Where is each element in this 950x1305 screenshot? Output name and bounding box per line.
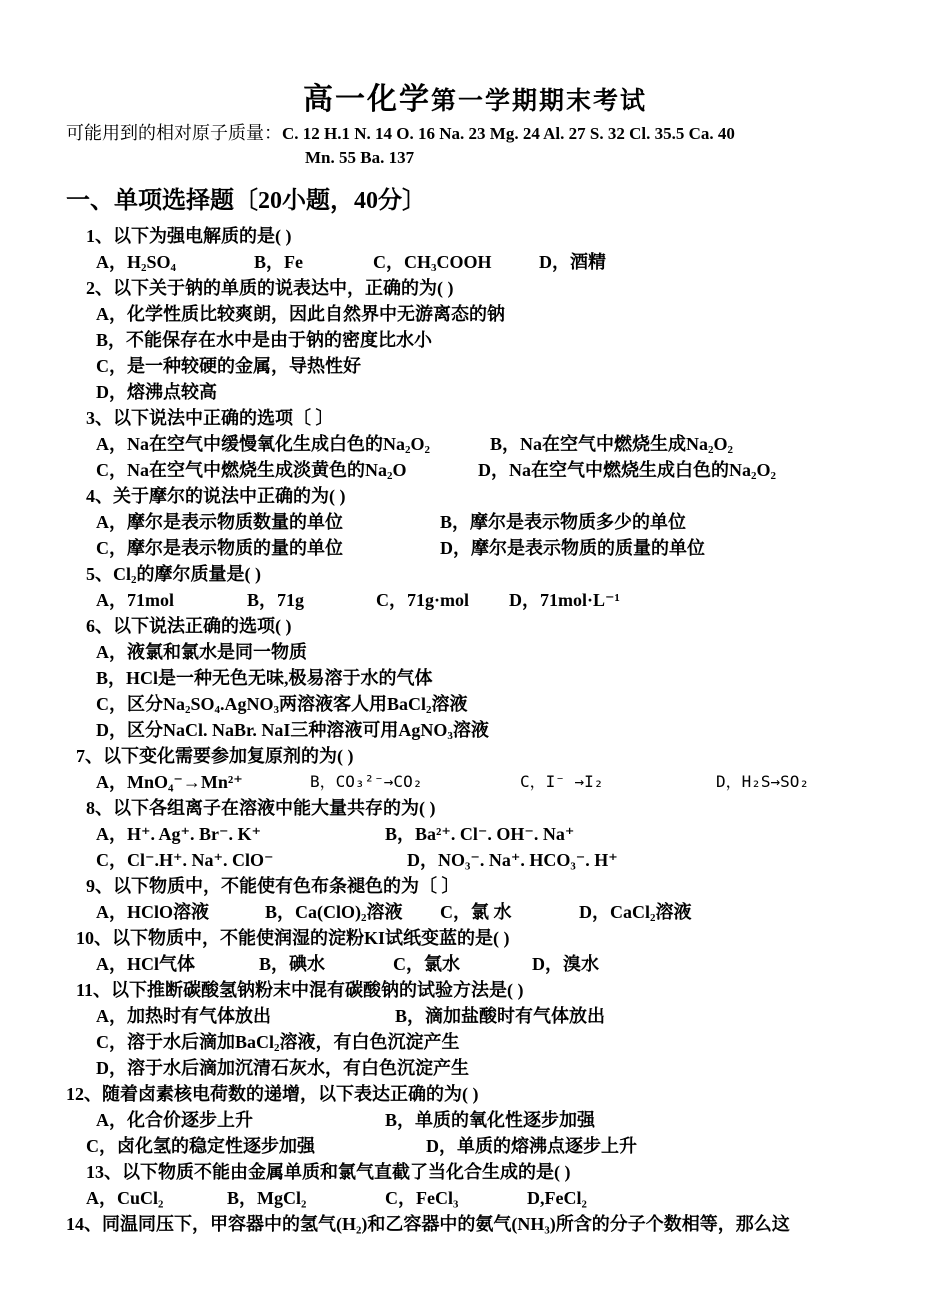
q8-option-b: B，Ba²⁺. Cl⁻. OH⁻. Na⁺ <box>385 824 575 844</box>
q2-option-c: C，是一种较硬的金属，导热性好 <box>96 356 361 376</box>
title-part2: 第一学期期末考试 <box>430 88 647 115</box>
atomic-mass-label: 可能用到的相对原子质量： <box>66 123 282 143</box>
atomic-mass-line2: Mn. 55 Ba. 137 <box>305 148 415 167</box>
q3-option-a: A，Na在空气中缓慢氧化生成白色的$Na_2O_2$ <box>96 434 431 456</box>
atomic-mass-line1 <box>66 121 735 146</box>
q6-option-a: A，液氯和氯水是同一物质 <box>96 642 307 662</box>
question-10-stem: 10、以下物质中，不能使润湿的淀粉KI试纸变蓝的是( ) <box>76 928 510 948</box>
q5-option-b: B，71g <box>247 590 305 610</box>
q2-option-b: B，不能保存在水中是由于钠的密度比水小 <box>96 330 433 350</box>
atomic-mass-values: C. 12 H.1 N. 14 O. 16 Na. 23 Mg. 24 Al. 27 S. 32 Cl. 35.5 Ca. 40 <box>282 124 735 143</box>
q13-option-a: A，CuCl₂ <box>86 1188 164 1208</box>
question-8-stem: 8、以下各组离子在溶液中能大量共存的为( ) <box>86 798 436 818</box>
q6-option-b: B，HCl是一种无色无味,极易溶于水的气体 <box>96 668 433 688</box>
q4-option-c: C，摩尔是表示物质的量的单位 <box>96 538 343 558</box>
question-9-stem: 9、以下物质中，不能使有色布条褪色的为〔 〕 <box>86 876 460 896</box>
q9-option-c: C，氯 水 <box>440 902 512 922</box>
q12-option-d: D，单质的熔沸点逐步上升 <box>426 1136 637 1156</box>
question-6-stem: 6、以下说法正确的选项( ) <box>86 616 292 636</box>
q4-option-d: D，摩尔是表示物质的质量的单位 <box>440 538 705 558</box>
q1-option-b: B，Fe <box>254 252 303 272</box>
q12-option-a: A，化合价逐步上升 <box>96 1110 253 1130</box>
q13-option-d: D,FeCl₂ <box>527 1188 587 1208</box>
q10-option-b: B，碘水 <box>259 954 326 974</box>
question-11-stem: 11、以下推断碳酸氢钠粉末中混有碳酸钠的试验方法是( ) <box>76 980 524 1000</box>
q11-option-d: D，溶于水后滴加沉清石灰水，有白色沉淀产生 <box>96 1058 469 1078</box>
q8-option-a: A，H⁺. Ag⁺. Br⁻. K⁺ <box>96 824 262 844</box>
q10-option-c: C，氯水 <box>393 954 460 974</box>
q10-option-d: D，溴水 <box>532 954 599 974</box>
q4-option-b: B，摩尔是表示物质多少的单位 <box>440 512 687 532</box>
q9-option-b: B，$Ca(ClO)_2$溶液 <box>265 902 403 924</box>
q2-option-d: D，熔沸点较高 <box>96 382 217 402</box>
q3-option-b: B，Na在空气中燃烧生成$Na_2O_2$ <box>490 434 734 456</box>
question-5-stem: 5、$Cl_2$的摩尔质量是( ) <box>86 564 261 586</box>
q13-option-c: C，FeCl₃ <box>385 1188 459 1208</box>
q3-option-d: D，Na在空气中燃烧生成白色的$Na_2O_2$ <box>478 460 777 482</box>
q5-option-c: C，71g·mol <box>376 590 469 610</box>
q6-option-c: C，区分$Na_2SO_4.AgNO_3$两溶液客人用BaCl$_2$溶液 <box>96 694 468 716</box>
q12-option-c: C，卤化氢的稳定性逐步加强 <box>86 1136 315 1156</box>
question-2-stem: 2、以下关于钠的单质的说表达中，正确的为( ) <box>86 278 454 298</box>
q6-option-d: D，区分NaCl. NaBr. NaI三种溶液可用AgNO$_3$溶液 <box>96 720 489 742</box>
q8-option-c: C，Cl⁻.H⁺. Na⁺. ClO⁻ <box>96 850 274 870</box>
q9-option-a: A，HClO溶液 <box>96 902 210 922</box>
q5-option-d: D，71mol·L⁻¹ <box>509 590 620 610</box>
question-4-stem: 4、关于摩尔的说法中正确的为( ) <box>86 486 346 506</box>
q11-option-a: A，加热时有气体放出 <box>96 1006 271 1026</box>
q11-option-c: C，溶于水后滴加BaCl$_2$溶液，有白色沉淀产生 <box>96 1032 460 1054</box>
q7-option-a: A，MnO₄⁻→Mn²⁺ <box>96 772 243 792</box>
q3-option-c: C，Na在空气中燃烧生成淡黄色的$Na_2O$ <box>96 460 407 482</box>
q10-option-a: A，HCl气体 <box>96 954 195 974</box>
q13-option-b: B，MgCl₂ <box>227 1188 307 1208</box>
q7-option-b: B，CO₃²⁻→CO₂ <box>310 772 423 791</box>
question-14-stem: 14、同温同压下，甲容器中的氢气(H₂)和乙容器中的氨气(NH₃)所含的分子个数相等，那么这 <box>66 1214 790 1234</box>
q1-option-a: A，$H_2SO_4$ <box>96 252 177 274</box>
page-title <box>0 74 950 118</box>
q7-option-d: D，H₂S→SO₂ <box>716 772 810 791</box>
q7-option-c: C，I⁻ →I₂ <box>520 772 604 791</box>
question-12-stem: 12、随着卤素核电荷数的递增，以下表达正确的为( ) <box>66 1084 479 1104</box>
q12-option-b: B，单质的氧化性逐步加强 <box>385 1110 596 1130</box>
question-7-stem: 7、以下变化需要参加复原剂的为( ) <box>76 746 354 766</box>
title-part1: 高一化学 <box>302 83 431 116</box>
question-13-stem: 13、以下物质不能由金属单质和氯气直截了当化合生成的是( ) <box>86 1162 571 1182</box>
q8-option-d: D，NO₃⁻. Na⁺. HCO₃⁻. H⁺ <box>407 850 618 870</box>
q4-option-a: A，摩尔是表示物质数量的单位 <box>96 512 343 532</box>
q1-option-c: C，$CH_3COOH$ <box>373 252 492 274</box>
q11-option-b: B，滴加盐酸时有气体放出 <box>395 1006 606 1026</box>
section-heading: 一、单项选择题〔20小题，40分〕 <box>66 188 426 214</box>
q5-option-a: A，71mol <box>96 590 174 610</box>
q9-option-d: D，CaCl$_2$溶液 <box>579 902 692 924</box>
q2-option-a: A，化学性质比较爽朗，因此自然界中无游离态的钠 <box>96 304 505 324</box>
q1-option-d: D，酒精 <box>539 252 606 272</box>
question-3-stem: 3、以下说法中正确的选项〔 〕 <box>86 408 334 428</box>
question-1-stem: 1、以下为强电解质的是( ) <box>86 226 292 246</box>
